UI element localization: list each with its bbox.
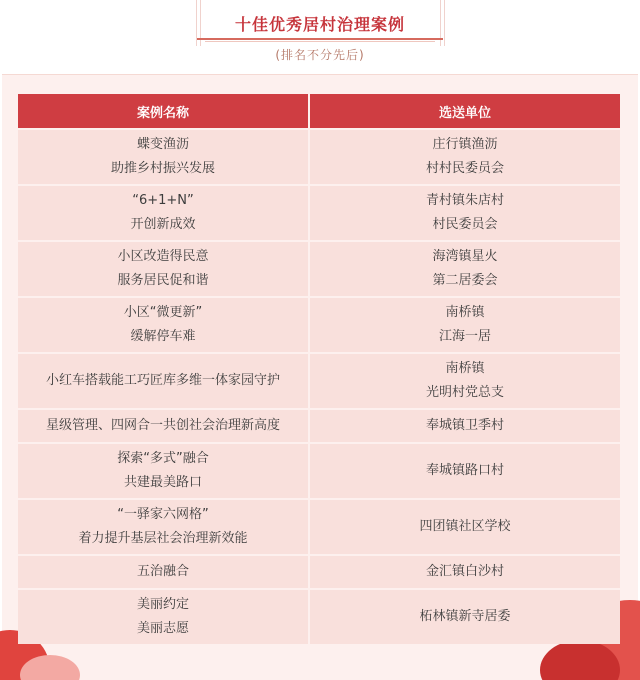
table-row <box>18 298 620 352</box>
unit-line: 四团镇社区学校 <box>419 519 511 534</box>
header <box>0 0 640 70</box>
unit-cell <box>310 410 620 442</box>
title-underline <box>197 38 443 40</box>
unit-line: 村民委员会 <box>432 217 498 232</box>
unit-line: 奉城镇路口村 <box>425 463 504 478</box>
unit-cell <box>310 590 620 644</box>
case-name-line: 小区“微更新” <box>123 305 203 320</box>
case-name-cell <box>18 590 310 644</box>
table-row <box>18 354 620 408</box>
unit-cell <box>310 500 620 554</box>
table-row <box>18 410 620 442</box>
case-name-cell <box>18 242 310 296</box>
unit-cell <box>310 444 620 498</box>
table-row <box>18 130 620 184</box>
case-name-line: 缓解停车难 <box>130 329 196 344</box>
page-subtitle: (排名不分先后) <box>275 48 365 62</box>
case-name-line: 小区改造得民意 <box>117 249 209 264</box>
table-row <box>18 186 620 240</box>
unit-line: 村村民委员会 <box>425 161 504 176</box>
table-row <box>18 242 620 296</box>
case-name-line: 着力提升基层社会治理新效能 <box>78 531 248 546</box>
unit-cell <box>310 186 620 240</box>
table-header-row <box>18 94 620 128</box>
case-name-cell <box>18 354 310 408</box>
cases-table-wrapper <box>18 92 620 646</box>
table-body <box>18 130 620 644</box>
unit-line: 青村镇朱店村 <box>425 193 504 208</box>
unit-line: 金汇镇白沙村 <box>425 564 504 579</box>
page-title: 十佳优秀居村治理案例 <box>234 15 405 34</box>
title-underline <box>205 41 435 42</box>
unit-line: 南桥镇 <box>445 305 485 320</box>
table-row <box>18 556 620 588</box>
column-header-case-name: 案例名称 <box>18 94 310 128</box>
column-header-unit: 选送单位 <box>310 94 620 128</box>
case-name-line: 美丽约定 <box>136 597 189 612</box>
unit-line: 柘林镇新寺居委 <box>419 609 511 624</box>
case-name-line: 共建最美路口 <box>123 475 202 490</box>
case-name-cell <box>18 186 310 240</box>
table-row <box>18 590 620 644</box>
unit-line: 庄行镇渔沥 <box>432 137 498 152</box>
case-name-cell <box>18 410 310 442</box>
unit-line: 南桥镇 <box>445 361 485 376</box>
unit-cell <box>310 298 620 352</box>
case-name-line: 探索“多式”融合 <box>117 451 209 466</box>
case-name-line: 助推乡村振兴发展 <box>110 161 215 176</box>
case-name-line: 星级管理、四网合一共创社会治理新高度 <box>45 418 280 433</box>
case-name-line: “6+1+N” <box>132 193 194 208</box>
case-name-cell <box>18 444 310 498</box>
case-name-cell <box>18 500 310 554</box>
unit-line: 海湾镇星火 <box>432 249 498 264</box>
table-row <box>18 444 620 498</box>
unit-cell <box>310 242 620 296</box>
case-name-cell <box>18 298 310 352</box>
case-name-line: 开创新成效 <box>130 217 196 232</box>
case-name-line: 服务居民促和谐 <box>117 273 209 288</box>
unit-line: 第二居委会 <box>432 273 498 288</box>
case-name-cell <box>18 130 310 184</box>
case-name-line: 五治融合 <box>136 564 189 579</box>
unit-line: 奉城镇卫季村 <box>425 418 504 433</box>
case-name-line: “一驿家六网格” <box>117 507 209 522</box>
case-name-line: 蝶变渔沥 <box>136 137 189 152</box>
case-name-line: 美丽志愿 <box>136 621 189 636</box>
unit-cell <box>310 130 620 184</box>
unit-line: 江海一居 <box>438 329 491 344</box>
table-row <box>18 500 620 554</box>
cases-table <box>18 92 620 646</box>
case-name-cell <box>18 556 310 588</box>
unit-line: 光明村党总支 <box>425 385 504 400</box>
unit-cell <box>310 354 620 408</box>
case-name-line: 小红车搭载能工巧匠库多维一体家园守护 <box>45 373 280 388</box>
unit-cell <box>310 556 620 588</box>
